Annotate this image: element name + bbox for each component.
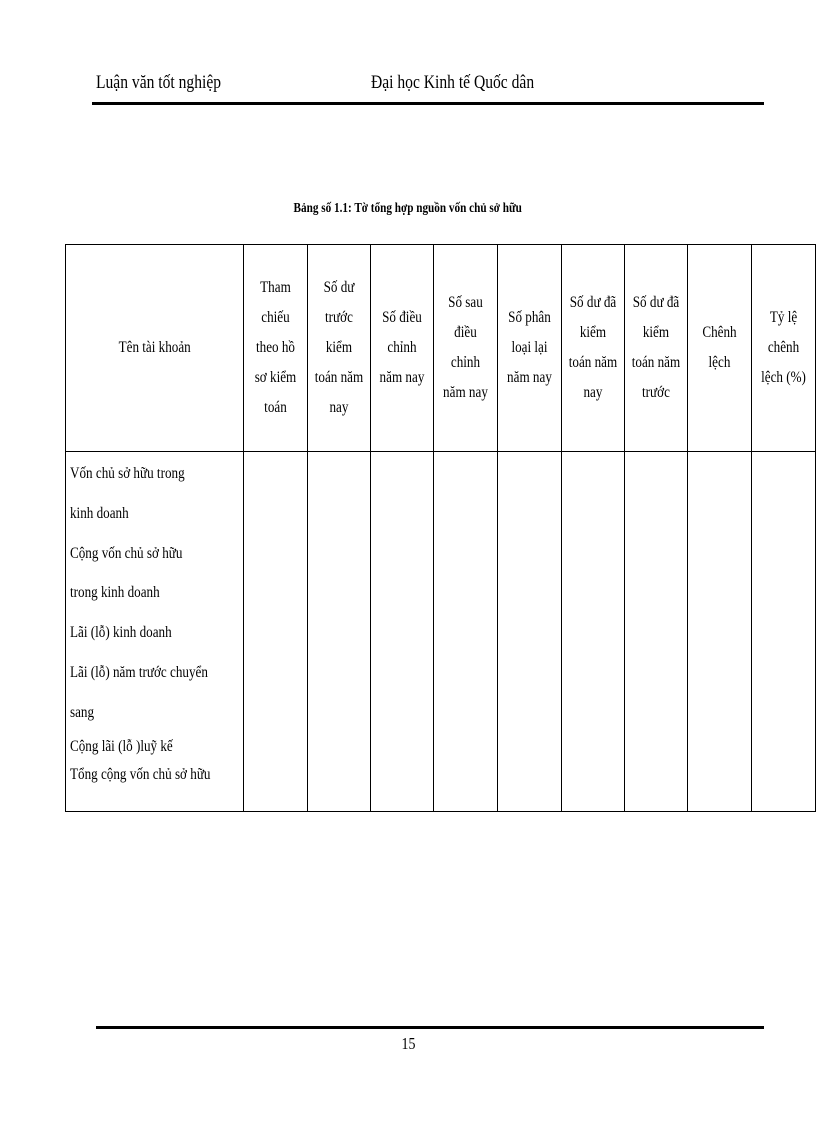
account-line: Cộng lãi (lỗ )luỹ kế [70, 737, 173, 755]
table-body-row [66, 452, 816, 812]
equity-summary-table [65, 244, 816, 812]
column-header-line: nay [583, 384, 603, 401]
column-header-line: kiểm [579, 324, 607, 341]
column-header-line: Số điều [382, 309, 423, 326]
account-line: trong kinh doanh [70, 584, 160, 602]
column-header-line: nay [329, 399, 349, 416]
empty-value-cell [751, 452, 815, 812]
column-header-line: Chênh lệch [702, 324, 737, 371]
header-rule [92, 102, 764, 105]
footer-rule [96, 1026, 764, 1029]
column-header-line: sơ kiểm [255, 369, 297, 386]
table-title: Bảng số 1.1: Tờ tổng hợp nguồn vốn chủ sở hữu [293, 201, 523, 216]
column-header-line: loại lại [511, 339, 548, 356]
column-header-line: trước [325, 309, 354, 326]
column-header-reclassification [498, 245, 562, 452]
account-line: kinh doanh [70, 504, 129, 522]
account-names-cell [66, 452, 244, 812]
column-header-line: theo hồ [256, 339, 296, 356]
column-header-line: Số dư [323, 279, 355, 296]
page-number: 15 [401, 1034, 415, 1053]
column-header-line: Tham [260, 279, 292, 296]
column-header-line: Tên tài khoản [118, 339, 191, 356]
account-line: Lãi (lỗ) kinh doanh [70, 624, 172, 642]
column-header-line: trước [642, 384, 670, 401]
column-header-line: năm nay [507, 369, 553, 386]
column-header-line: kiểm [642, 324, 670, 341]
column-header-line: năm nay [379, 369, 425, 386]
column-header-line: lệch (%) [761, 369, 806, 386]
column-header-difference [688, 245, 752, 452]
column-header-line: chỉnh [387, 339, 417, 356]
column-header-line: toán [264, 399, 288, 416]
column-header-line: điều [454, 324, 477, 341]
empty-value-cell [688, 452, 752, 812]
column-header-line: Tỷ lệ [769, 309, 798, 326]
account-line: Lãi (lỗ) năm trước chuyển [70, 663, 208, 681]
column-header-audited-balance-this-year [562, 245, 625, 452]
column-header-line: toán năm [568, 354, 618, 371]
account-line: Vốn chủ sở hữu trong [70, 465, 185, 482]
column-header-line: chiếu [261, 309, 291, 326]
column-header-line: kiểm [326, 339, 353, 356]
column-header-account-name [66, 245, 244, 452]
column-header-line: toán năm [631, 354, 681, 371]
column-header-line: Số phân [508, 309, 551, 326]
empty-value-cell [434, 452, 498, 812]
column-header-line: Số sau [448, 294, 483, 311]
account-line: Cộng vốn chủ sở hữu [70, 544, 183, 562]
empty-value-cell [371, 452, 434, 812]
empty-value-cell [308, 452, 371, 812]
column-header-audited-balance-prior-year [625, 245, 688, 452]
column-header-line: toán năm [315, 369, 364, 386]
column-header-after-adjustment [434, 245, 498, 452]
column-header-audit-reference [244, 245, 308, 452]
account-line: Tổng cộng vốn chủ sở hữu [70, 765, 211, 783]
table-header-row [66, 245, 816, 452]
column-header-line: Số dư đã [632, 294, 680, 311]
empty-value-cell [562, 452, 625, 812]
column-header-line: năm nay [443, 384, 489, 401]
empty-value-cell [498, 452, 562, 812]
account-line: sang [70, 703, 95, 721]
column-header-line: Số dư đã [569, 294, 617, 311]
header-center-text: Đại học Kinh tế Quốc dân [371, 72, 535, 93]
column-header-line: chênh [767, 339, 800, 356]
column-header-adjustment [371, 245, 434, 452]
empty-value-cell [244, 452, 308, 812]
header-left-text: Luận văn tốt nghiệp [96, 72, 222, 93]
empty-value-cell [625, 452, 688, 812]
column-header-balance-before-audit [308, 245, 371, 452]
column-header-difference-percent [751, 245, 815, 452]
column-header-line: chỉnh [451, 354, 481, 371]
